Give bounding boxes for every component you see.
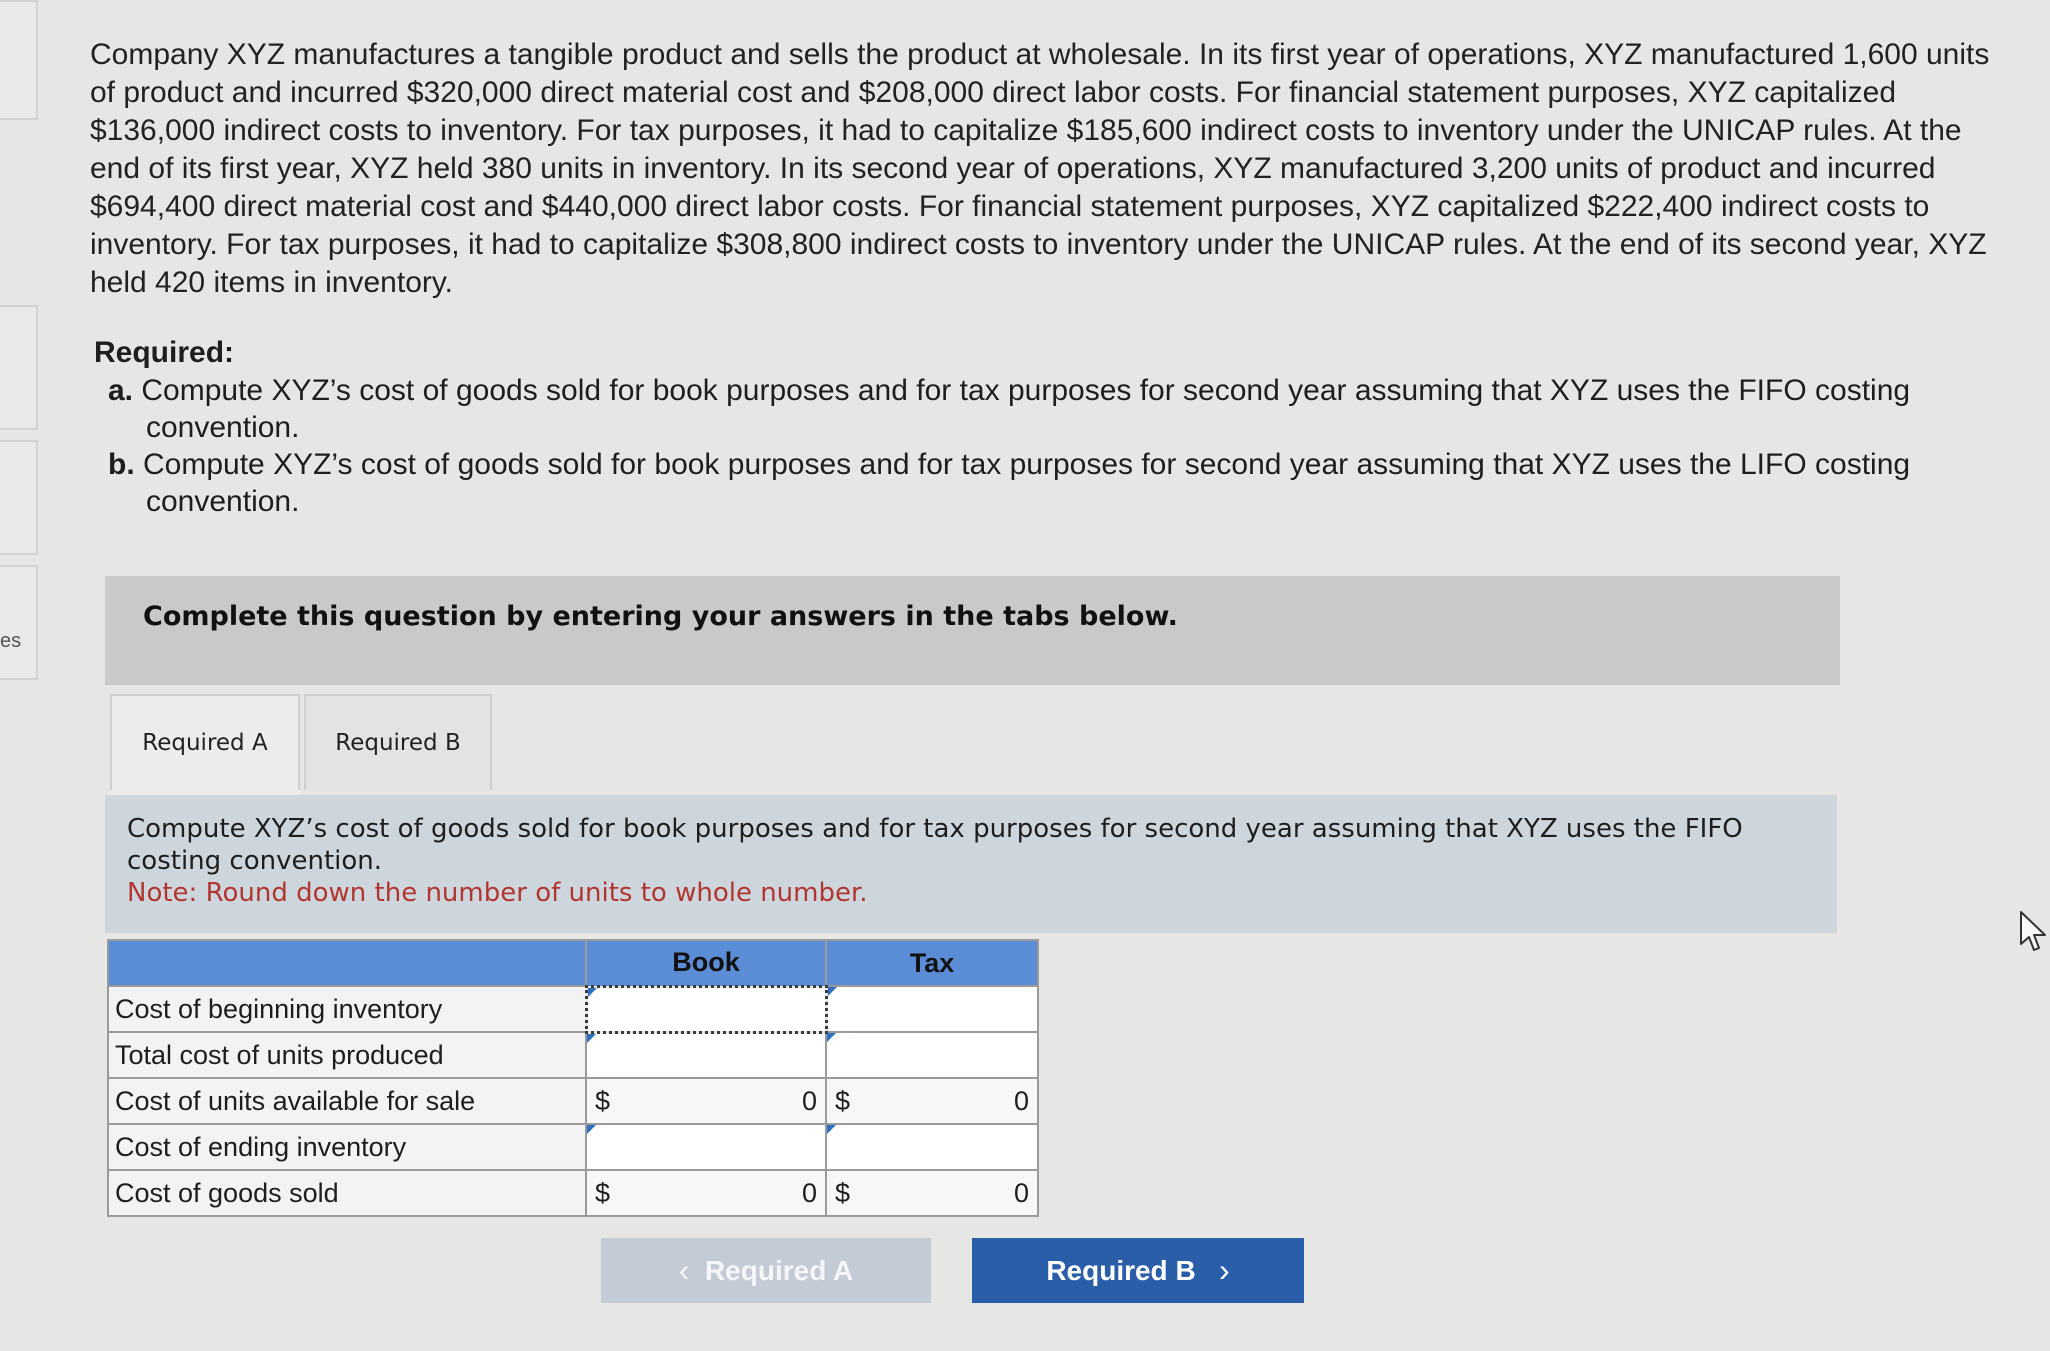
next-required-b-button[interactable] <box>972 1238 1304 1303</box>
tax-available-for-sale-total <box>826 1078 1038 1124</box>
tab-required-b[interactable]: Required B <box>304 694 492 790</box>
row-label-available-for-sale: Cost of units available for sale <box>108 1078 586 1124</box>
table-row <box>108 1078 1038 1124</box>
left-panel-fragment <box>0 0 38 120</box>
header-book: Book <box>586 940 826 986</box>
tax-beginning-inventory-cell[interactable] <box>826 986 1038 1032</box>
chevron-left-icon: ‹ <box>678 1252 690 1288</box>
book-available-for-sale-total <box>586 1078 826 1124</box>
question-note: Note: Round down the number of units to whole number. <box>127 878 868 908</box>
row-label-beginning-inventory: Cost of beginning inventory <box>108 986 586 1032</box>
tax-units-produced-input[interactable] <box>827 1034 1037 1076</box>
header-tax: Tax <box>826 940 1038 986</box>
book-cogs-value: 0 <box>801 1177 817 1208</box>
tax-ending-inventory-input[interactable] <box>827 1126 1037 1168</box>
book-beginning-inventory-input[interactable] <box>588 988 825 1030</box>
book-units-produced-input[interactable] <box>587 1034 825 1076</box>
next-button-label: Required B <box>1046 1254 1196 1286</box>
row-label-cost-of-goods-sold: Cost of goods sold <box>108 1170 586 1216</box>
question-text: Compute XYZ’s cost of goods sold for book purposes and for tax purposes for second year assuming that XYZ uses the FIFO costing convention. <box>127 814 1743 876</box>
row-label-units-produced: Total cost of units produced <box>108 1032 586 1078</box>
problem-statement: Company XYZ manufactures a tangible product and sells the product at wholesale. In its first year of operations, XYZ manufactured 1,600 units of product and incurred $320,000 direct material cost and $208,000 direct labor costs. For financial statement purposes, XYZ capitalized $136,000 indirect costs to inventory. For tax purposes, it had to capitalize $185,600 indirect costs to inventory under the UNICAP rules. At the end of its first year, XYZ held 380 units in inventory. In its second year of operations, XYZ manufactured 3,200 units of product and incurred $694,400 direct material cost and $440,000 direct labor costs. For financial statement purposes, XYZ capitalized $222,400 indirect costs to inventory. For tax purposes, it had to capitalize $308,800 indirect costs to inventory under the UNICAP rules. At the end of its second year, XYZ held 420 items in inventory. <box>90 38 1990 299</box>
chevron-right-icon: › <box>1219 1252 1230 1288</box>
instructions-banner: Complete this question by entering your answers in the tabs below. <box>105 576 1840 685</box>
required-item-a: a. Compute XYZ’s cost of goods sold for book purposes and for tax purposes for second year assuming that XYZ uses the FIFO costing convention. <box>108 374 1911 444</box>
left-edge-label: es <box>0 630 22 652</box>
currency-symbol: $ <box>835 1085 851 1116</box>
book-ending-inventory-cell[interactable] <box>586 1124 826 1170</box>
tax-cogs-value: 0 <box>1013 1177 1029 1208</box>
table-row <box>108 1170 1038 1216</box>
tax-ending-inventory-cell[interactable] <box>826 1124 1038 1170</box>
prev-required-a-button[interactable] <box>601 1238 931 1303</box>
left-panel-fragment <box>0 305 38 430</box>
tab-required-a[interactable]: Required A <box>110 694 300 790</box>
table-row <box>108 986 1038 1032</box>
tax-beginning-inventory-input[interactable] <box>828 988 1038 1030</box>
book-units-produced-cell[interactable] <box>586 1032 826 1078</box>
book-available-for-sale-value: 0 <box>801 1085 817 1116</box>
left-panel-fragment <box>0 565 38 680</box>
book-ending-inventory-input[interactable] <box>587 1126 825 1168</box>
required-item-b: b. Compute XYZ’s cost of goods sold for book purposes and for tax purposes for second year assuming that XYZ uses the LIFO costing convention. <box>108 448 1911 518</box>
currency-symbol: $ <box>595 1177 611 1208</box>
answer-table <box>107 939 1039 1217</box>
question-panel <box>105 795 1837 933</box>
required-title: Required: <box>94 336 235 369</box>
tab-bar <box>110 694 496 790</box>
book-beginning-inventory-cell[interactable] <box>586 986 826 1032</box>
header-label-col <box>108 940 586 986</box>
tax-units-produced-cell[interactable] <box>826 1032 1038 1078</box>
table-row <box>108 1032 1038 1078</box>
tax-cogs-total <box>826 1170 1038 1216</box>
currency-symbol: $ <box>835 1177 851 1208</box>
prev-button-label: Required A <box>704 1254 854 1286</box>
table-header-row <box>108 940 1038 986</box>
required-section <box>94 334 1994 520</box>
row-label-ending-inventory: Cost of ending inventory <box>108 1124 586 1170</box>
currency-symbol: $ <box>595 1085 611 1116</box>
left-panel-fragment <box>0 440 38 555</box>
book-cogs-total <box>586 1170 826 1216</box>
mouse-pointer-icon <box>2018 910 2048 954</box>
table-row <box>108 1124 1038 1170</box>
tax-available-for-sale-value: 0 <box>1013 1085 1029 1116</box>
